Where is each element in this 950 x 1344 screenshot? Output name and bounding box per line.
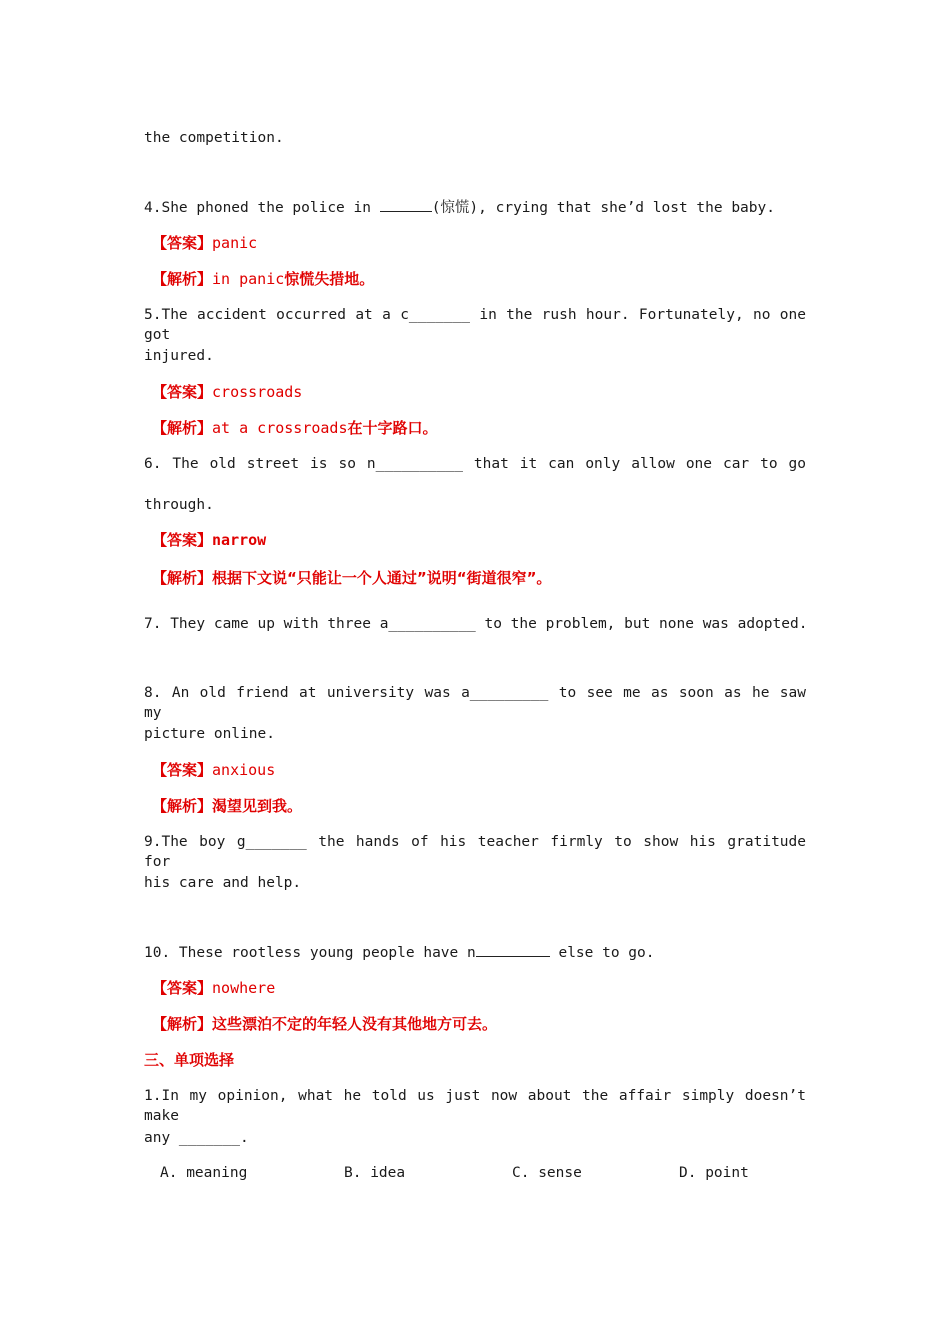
answer-4 xyxy=(152,233,814,253)
question-8: 8. An old friend at university was a_________ to see me as soon as he saw my xyxy=(144,685,806,721)
question-9-cont: his care and help. xyxy=(144,875,302,891)
answer-tag: 【答案】 xyxy=(152,979,213,997)
explanation-zh: 在十字路口。 xyxy=(347,419,438,437)
answer-value: anxious xyxy=(212,761,276,779)
question-9: 9.The boy g_______ the hands of his teacher firmly to show his gratitude for xyxy=(144,834,806,870)
option-d: D. point xyxy=(679,1165,749,1181)
question-5: 5.The accident occurred at a c_______ in the rush hour. Fortunately, no one got xyxy=(144,307,806,343)
question-text: (惊慌), crying that she’d lost the baby. xyxy=(431,200,775,216)
answer-tag: 【答案】 xyxy=(152,531,213,549)
explanation-6: 【解析】根据下文说“只能让一个人通过”说明“街道很窄”。 xyxy=(152,569,552,587)
answer-value: nowhere xyxy=(212,979,276,997)
answer-6 xyxy=(152,530,814,550)
question-6: 6. The old street is so n__________ that it can only allow one car to go xyxy=(144,456,806,472)
mc-question-1: 1.In my opinion, what he told us just now about the affair simply doesn’t make xyxy=(144,1088,806,1124)
answer-value: crossroads xyxy=(212,383,303,401)
explanation-tag: 【解析】 xyxy=(152,270,213,288)
option-c: C. sense xyxy=(512,1165,582,1181)
question-7: 7. They came up with three a__________ to the problem, but none was adopted. xyxy=(144,616,808,632)
option-a: A. meaning xyxy=(160,1165,248,1181)
question-8-cont: picture online. xyxy=(144,726,275,742)
question-text: else to go. xyxy=(549,945,655,961)
explanation-5 xyxy=(152,418,814,438)
answer-value: narrow xyxy=(212,531,267,549)
explanation-tag: 【解析】 xyxy=(152,419,213,437)
explanation-8: 【解析】渴望见到我。 xyxy=(152,797,303,815)
question-6-cont: through. xyxy=(144,497,214,513)
answer-tag: 【答案】 xyxy=(152,234,213,252)
explanation-10: 【解析】这些漂泊不定的年轻人没有其他地方可去。 xyxy=(152,1015,498,1033)
answer-10 xyxy=(152,978,814,998)
answer-blank xyxy=(476,942,550,957)
answer-blank xyxy=(380,197,432,212)
answer-tag: 【答案】 xyxy=(152,383,213,401)
answer-5 xyxy=(152,382,814,402)
explanation-zh: 惊慌失措地。 xyxy=(284,270,375,288)
answer-tag: 【答案】 xyxy=(152,761,213,779)
explanation-4 xyxy=(152,269,814,289)
answer-value: panic xyxy=(212,234,258,252)
explanation-en: at a crossroads xyxy=(212,419,348,437)
text-line: the competition. xyxy=(144,130,284,146)
option-b: B. idea xyxy=(344,1165,406,1181)
explanation-en: in panic xyxy=(212,270,285,288)
question-10 xyxy=(144,942,806,963)
question-text: 10. These rootless young people have n xyxy=(144,945,476,961)
answer-8 xyxy=(152,760,814,780)
question-4 xyxy=(144,197,806,218)
question-5-cont: injured. xyxy=(144,348,214,364)
mc-options xyxy=(160,1163,760,1183)
mc-question-1-cont: any _______. xyxy=(144,1130,249,1146)
section-heading: 三、单项选择 xyxy=(144,1051,235,1069)
question-text: 4.She phoned the police in xyxy=(144,200,380,216)
